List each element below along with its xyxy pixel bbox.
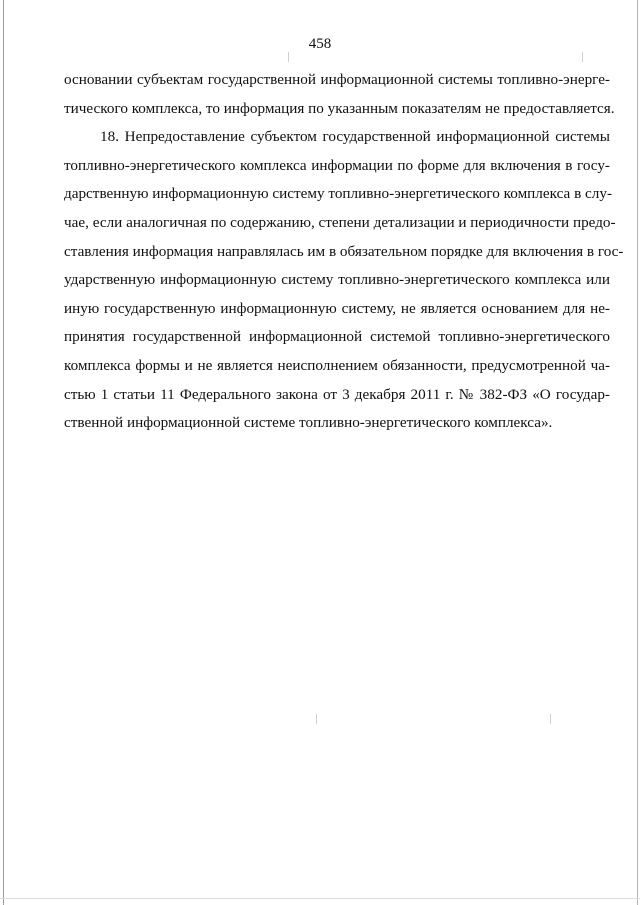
text-line: основании субъектам государственной информационной системы топливно-энерге- (64, 71, 610, 88)
text-line: иную государственную информационную систему, не является основанием для не- (64, 299, 610, 317)
paragraph-continuation (64, 66, 615, 123)
scan-artifact (582, 52, 583, 62)
text-line: принятия государственной информационной системой топливно-энергетического (64, 328, 610, 346)
text-line: дарственную информационную систему топливно-энергетического комплекса в слу- (64, 185, 613, 203)
page-edge-right (637, 0, 638, 905)
text-line: ударственную информационную систему топливно-энергетического комплекса или (64, 271, 610, 289)
text-line: ставления информация направлялась им в обязательном порядке для включения в гос- (64, 242, 624, 260)
text-line: 18. Непредоставление субъектом государственной информационной системы (100, 128, 610, 146)
scan-artifact (316, 714, 317, 724)
scan-bottom-edge (0, 898, 640, 899)
scan-artifact (288, 52, 289, 62)
document-body (64, 66, 624, 438)
page-number: 458 (308, 36, 332, 52)
text-line: комплекса формы и не является неисполнением обязанности, предусмотренной ча- (64, 356, 610, 374)
scan-artifact (550, 714, 551, 724)
text-line: чае, если аналогичная по содержанию, степени детализации и периодичности предо- (64, 213, 616, 231)
text-line: ственной информационной системе топливно-энергетического комплекса». (64, 414, 553, 432)
page-edge-left (3, 0, 4, 905)
text-line: топливно-энергетического комплекса информации по форме для включения в госу- (64, 156, 610, 174)
text-line: стью 1 статьи 11 Федерального закона от 3 декабря 2011 г. № 382-ФЗ «О государ- (64, 385, 610, 403)
paragraph-18 (64, 123, 624, 438)
text-line: тического комплекса, то информация по указанным показателям не предоставляется. (64, 99, 615, 117)
